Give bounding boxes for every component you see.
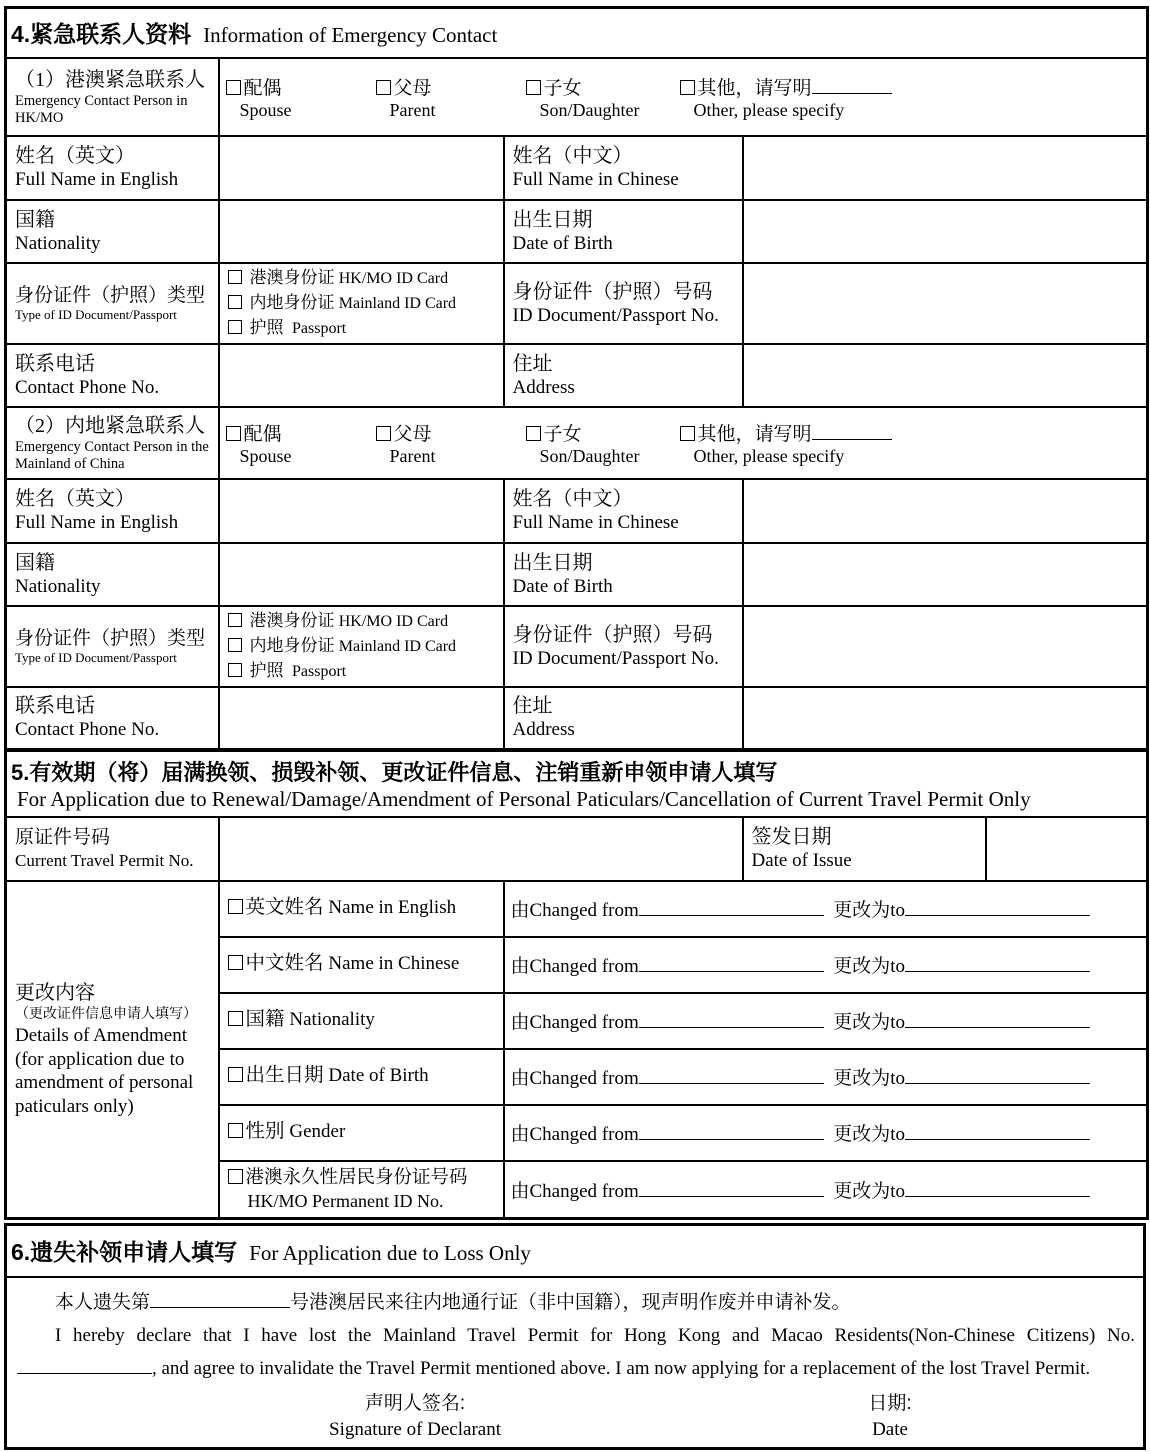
mainland-idtype-options bbox=[219, 606, 504, 687]
dob-label-zh: 出生日期 bbox=[512, 208, 593, 231]
loss-declaration-zh: 本人遗失第 号港澳居民来往内地通行证（非中国籍），现声明作废并申请补发。 bbox=[17, 1286, 1135, 1319]
name-zh-label-zh: 姓名（中文） bbox=[512, 145, 633, 168]
phone-label-en: Contact Phone No. bbox=[15, 376, 160, 398]
hkmo-name-zh-label bbox=[504, 136, 743, 200]
relationship-option-child: 子女 Son/Daughter bbox=[526, 419, 680, 467]
change-row-gender: 由Changed from 更改为to bbox=[504, 1105, 1148, 1161]
parent-label-zh: 父母 bbox=[393, 77, 432, 99]
section6-body bbox=[6, 1277, 1145, 1449]
checkbox-name-chinese[interactable] bbox=[228, 955, 243, 970]
mainland-phone-input[interactable] bbox=[219, 687, 504, 750]
hkmo-name-zh-input[interactable] bbox=[743, 136, 1148, 200]
change-row-name-chinese: 由Changed from 更改为to bbox=[504, 937, 1148, 993]
section6-header bbox=[6, 1225, 1145, 1277]
section5-title-zh: 5.有效期（将）届满换领、损毁补领、更改证件信息、注销重新申领申请人填写 bbox=[11, 759, 778, 785]
section4-title-zh: 4.紧急联系人资料 bbox=[11, 21, 192, 48]
checkbox-permanent-id[interactable] bbox=[228, 1169, 243, 1184]
checkbox-spouse[interactable] bbox=[226, 426, 241, 441]
other-label-zh: 其他，请写明 bbox=[697, 77, 812, 99]
hkmo-nationality-label bbox=[6, 200, 219, 263]
hkmo-contact-label bbox=[6, 58, 219, 136]
child-label-en: Son/Daughter bbox=[539, 99, 640, 120]
mainland-address-input[interactable] bbox=[743, 687, 1148, 750]
nationality-label-en: Nationality bbox=[15, 232, 101, 254]
address-label-zh: 住址 bbox=[512, 352, 553, 375]
amend-option-gender: 性别 Gender bbox=[219, 1105, 504, 1161]
amendment-label-en: Details of Amendment (for application due to amendment of personal paticulars only) bbox=[15, 1024, 194, 1118]
hkmo-idno-label bbox=[504, 263, 743, 344]
checkbox-name-english[interactable] bbox=[228, 899, 243, 914]
hkmo-phone-input[interactable] bbox=[219, 344, 504, 407]
current-permit-label bbox=[6, 817, 219, 881]
section6-title-zh: 6.遗失补领申请人填写 bbox=[11, 1239, 238, 1266]
amend-option-permanent-id: 港澳永久性居民身份证号码 HK/MO Permanent ID No. bbox=[219, 1161, 504, 1219]
amendment-label-zh: 更改内容 bbox=[15, 981, 95, 1004]
relationship-option-other bbox=[680, 73, 892, 121]
date-label-en: Date bbox=[872, 1418, 908, 1440]
spouse-label-zh: 配偶 bbox=[243, 77, 282, 99]
mainland-dob-label: 出生日期 Date of Birth bbox=[504, 543, 743, 606]
hkmo-address-label bbox=[504, 344, 743, 407]
hkmo-contact-label-zh: （1）港澳紧急联系人 bbox=[15, 68, 205, 91]
current-permit-label-en: Current Travel Permit No. bbox=[15, 850, 194, 870]
current-permit-label-zh: 原证件号码 bbox=[15, 826, 111, 848]
amend-option-nationality: 国籍 Nationality bbox=[219, 993, 504, 1049]
date-label-zh: 日期: bbox=[868, 1392, 912, 1414]
other-specify-blank[interactable] bbox=[812, 420, 892, 440]
changed-to-blank[interactable] bbox=[905, 1120, 1090, 1140]
dob-label-en: Date of Birth bbox=[512, 232, 613, 254]
hkmo-name-en-input[interactable] bbox=[219, 136, 504, 200]
checkbox-child[interactable] bbox=[526, 80, 541, 95]
idtype-option-passport: 护照 Passport bbox=[228, 316, 497, 341]
checkbox-dob[interactable] bbox=[228, 1067, 243, 1082]
section5-title-en: For Application due to Renewal/Damage/Amendment of Personal Paticulars/Cancellation of Current Travel Permit Only bbox=[17, 786, 1031, 811]
change-row-permanent-id: 由Changed from 更改为to bbox=[504, 1161, 1148, 1219]
changed-from-blank[interactable] bbox=[639, 1008, 824, 1028]
spouse-label-en: Spouse bbox=[239, 99, 292, 120]
mainland-nationality-label: 国籍 Nationality bbox=[6, 543, 219, 606]
amendment-label bbox=[6, 881, 219, 1219]
phone-label-zh: 联系电话 bbox=[15, 352, 95, 375]
checkbox-parent[interactable] bbox=[376, 80, 391, 95]
section4-header bbox=[6, 8, 1148, 58]
mainland-relationship-cell bbox=[219, 407, 1148, 479]
checkbox-passport[interactable] bbox=[228, 663, 242, 677]
mainland-idtype-label: 身份证件（护照）类型 Type of ID Document/Passport bbox=[6, 606, 219, 687]
idtype-option-mainland: 内地身份证 Mainland ID Card bbox=[228, 634, 497, 659]
checkbox-mainland-id[interactable] bbox=[228, 638, 242, 652]
other-label-en: Other, please specify bbox=[693, 99, 845, 120]
idtype-label-zh: 身份证件（护照）类型 bbox=[15, 284, 206, 306]
date-of-issue-label bbox=[743, 817, 986, 881]
relationship-option-spouse: 配偶 Spouse bbox=[226, 419, 376, 467]
loss-declaration-en: I hereby declare that I have lost the Mainland Travel Permit for Hong Kong and Macao Residents(Non-Chinese Citizens) No., and agree to invalidate the Travel Permit mentioned above. I am now applying for a replacement of the lost Travel Permit. bbox=[17, 1319, 1135, 1385]
hkmo-name-en-label bbox=[6, 136, 219, 200]
hkmo-address-input[interactable] bbox=[743, 344, 1148, 407]
changed-to-label: 更改为to bbox=[833, 900, 906, 921]
changed-to-blank[interactable] bbox=[905, 1064, 1090, 1084]
relationship-option-parent: 父母 Parent bbox=[376, 419, 526, 467]
hkmo-idtype-options bbox=[219, 263, 504, 344]
nationality-label-zh: 国籍 bbox=[15, 208, 55, 231]
date-block bbox=[825, 1391, 955, 1443]
change-row-nationality: 由Changed from 更改为to bbox=[504, 993, 1148, 1049]
hkmo-dob-input[interactable] bbox=[743, 200, 1148, 263]
mainland-address-label: 住址 Address bbox=[504, 687, 743, 750]
mainland-phone-label: 联系电话 Contact Phone No. bbox=[6, 687, 219, 750]
date-of-issue-input[interactable] bbox=[986, 817, 1148, 881]
checkbox-other[interactable] bbox=[680, 80, 695, 95]
name-en-label-en: Full Name in English bbox=[15, 169, 179, 191]
changed-to-blank[interactable] bbox=[905, 896, 1090, 916]
checkbox-other[interactable] bbox=[680, 426, 695, 441]
changed-to-blank[interactable] bbox=[905, 1008, 1090, 1028]
date-of-issue-label-en: Date of Issue bbox=[751, 850, 852, 872]
signature-label-zh: 声明人签名: bbox=[364, 1392, 466, 1414]
mainland-name-en-input[interactable] bbox=[219, 479, 504, 543]
idno-label-zh: 身份证件（护照）号码 bbox=[512, 280, 713, 303]
address-label-en: Address bbox=[512, 376, 575, 398]
section5-header bbox=[6, 750, 1148, 817]
change-row-name-english bbox=[504, 881, 1148, 937]
idtype-option-hkmo: 港澳身份证 HK/MO ID Card bbox=[228, 266, 497, 291]
lost-permit-no-blank-en[interactable] bbox=[17, 1354, 152, 1374]
hkmo-relationship-cell bbox=[219, 58, 1148, 136]
hkmo-dob-label bbox=[504, 200, 743, 263]
checkbox-parent[interactable] bbox=[376, 426, 391, 441]
hkmo-phone-label bbox=[6, 344, 219, 407]
name-zh-label-en: Full Name in Chinese bbox=[512, 169, 679, 191]
name-en-label-zh: 姓名（英文） bbox=[15, 145, 135, 168]
relationship-option-child bbox=[526, 73, 680, 121]
changed-from-blank[interactable] bbox=[639, 896, 824, 916]
other-specify-blank[interactable] bbox=[812, 74, 892, 94]
changed-from-blank[interactable] bbox=[639, 1177, 824, 1197]
amendment-note-zh: （更改证件信息申请人填写） bbox=[15, 1006, 197, 1022]
mainland-nationality-input[interactable] bbox=[219, 543, 504, 606]
changed-to-blank[interactable] bbox=[905, 1177, 1090, 1197]
idno-label-en: ID Document/Passport No. bbox=[512, 304, 719, 326]
parent-label-en: Parent bbox=[389, 99, 436, 120]
signature-label-en: Signature of Declarant bbox=[329, 1418, 501, 1440]
mainland-idno-label: 身份证件（护照）号码 ID Document/Passport No. bbox=[504, 606, 743, 687]
current-permit-input[interactable] bbox=[219, 817, 743, 881]
relationship-option-other: 其他，请写明 Other, please specify bbox=[680, 419, 892, 467]
mainland-name-zh-input[interactable] bbox=[743, 479, 1148, 543]
checkbox-child[interactable] bbox=[526, 426, 541, 441]
changed-from-blank[interactable] bbox=[639, 1064, 824, 1084]
date-of-issue-label-zh: 签发日期 bbox=[751, 826, 832, 849]
mainland-name-en-label: 姓名（英文） Full Name in English bbox=[6, 479, 219, 543]
signature-row bbox=[17, 1391, 1135, 1443]
changed-from-blank[interactable] bbox=[639, 1120, 824, 1140]
declarant-signature-block bbox=[300, 1391, 530, 1443]
hkmo-contact-label-en: Emergency Contact Person in HK/MO bbox=[15, 92, 188, 126]
checkbox-hkmo-id[interactable] bbox=[228, 613, 242, 627]
checkbox-mainland-id[interactable] bbox=[228, 295, 242, 309]
hkmo-idno-input[interactable] bbox=[743, 263, 1148, 344]
idtype-label-en: Type of ID Document/Passport bbox=[15, 307, 177, 323]
idtype-option-hkmo: 港澳身份证 HK/MO ID Card bbox=[228, 609, 497, 634]
child-label-zh: 子女 bbox=[543, 77, 582, 99]
checkbox-nationality[interactable] bbox=[228, 1011, 243, 1026]
checkbox-gender[interactable] bbox=[228, 1123, 243, 1138]
lost-permit-no-blank-zh[interactable] bbox=[150, 1288, 290, 1308]
mainland-contact-label-zh: （2）内地紧急联系人 bbox=[15, 414, 205, 437]
changed-from-label: 由Changed from bbox=[510, 900, 639, 921]
checkbox-passport[interactable] bbox=[228, 320, 242, 334]
mainland-contact-label-en: Emergency Contact Person in the Mainland of China bbox=[15, 438, 209, 472]
mainland-idno-input[interactable] bbox=[743, 606, 1148, 687]
mainland-dob-input[interactable] bbox=[743, 543, 1148, 606]
mainland-contact-label bbox=[6, 407, 219, 479]
change-row-dob: 由Changed from 更改为to bbox=[504, 1049, 1148, 1105]
section6-table bbox=[4, 1223, 1146, 1450]
checkbox-hkmo-id[interactable] bbox=[228, 270, 242, 284]
section6-title-en: For Application due to Loss Only bbox=[249, 1241, 531, 1266]
amend-option-name-english: 英文姓名 Name in English bbox=[219, 881, 504, 937]
idtype-option-mainland: 内地身份证 Mainland ID Card bbox=[228, 291, 497, 316]
amend-option-name-chinese: 中文姓名 Name in Chinese bbox=[219, 937, 504, 993]
relationship-option-spouse bbox=[226, 73, 376, 121]
section4-5-table bbox=[4, 6, 1149, 1220]
idtype-option-passport: 护照 Passport bbox=[228, 659, 497, 684]
relationship-option-parent bbox=[376, 73, 526, 121]
hkmo-nationality-input[interactable] bbox=[219, 200, 504, 263]
hkmo-idtype-label bbox=[6, 263, 219, 344]
changed-from-blank[interactable] bbox=[639, 952, 824, 972]
mainland-name-zh-label: 姓名（中文） Full Name in Chinese bbox=[504, 479, 743, 543]
checkbox-spouse[interactable] bbox=[226, 80, 241, 95]
amend-option-dob: 出生日期 Date of Birth bbox=[219, 1049, 504, 1105]
section4-title-en: Information of Emergency Contact bbox=[203, 23, 498, 48]
changed-to-blank[interactable] bbox=[905, 952, 1090, 972]
